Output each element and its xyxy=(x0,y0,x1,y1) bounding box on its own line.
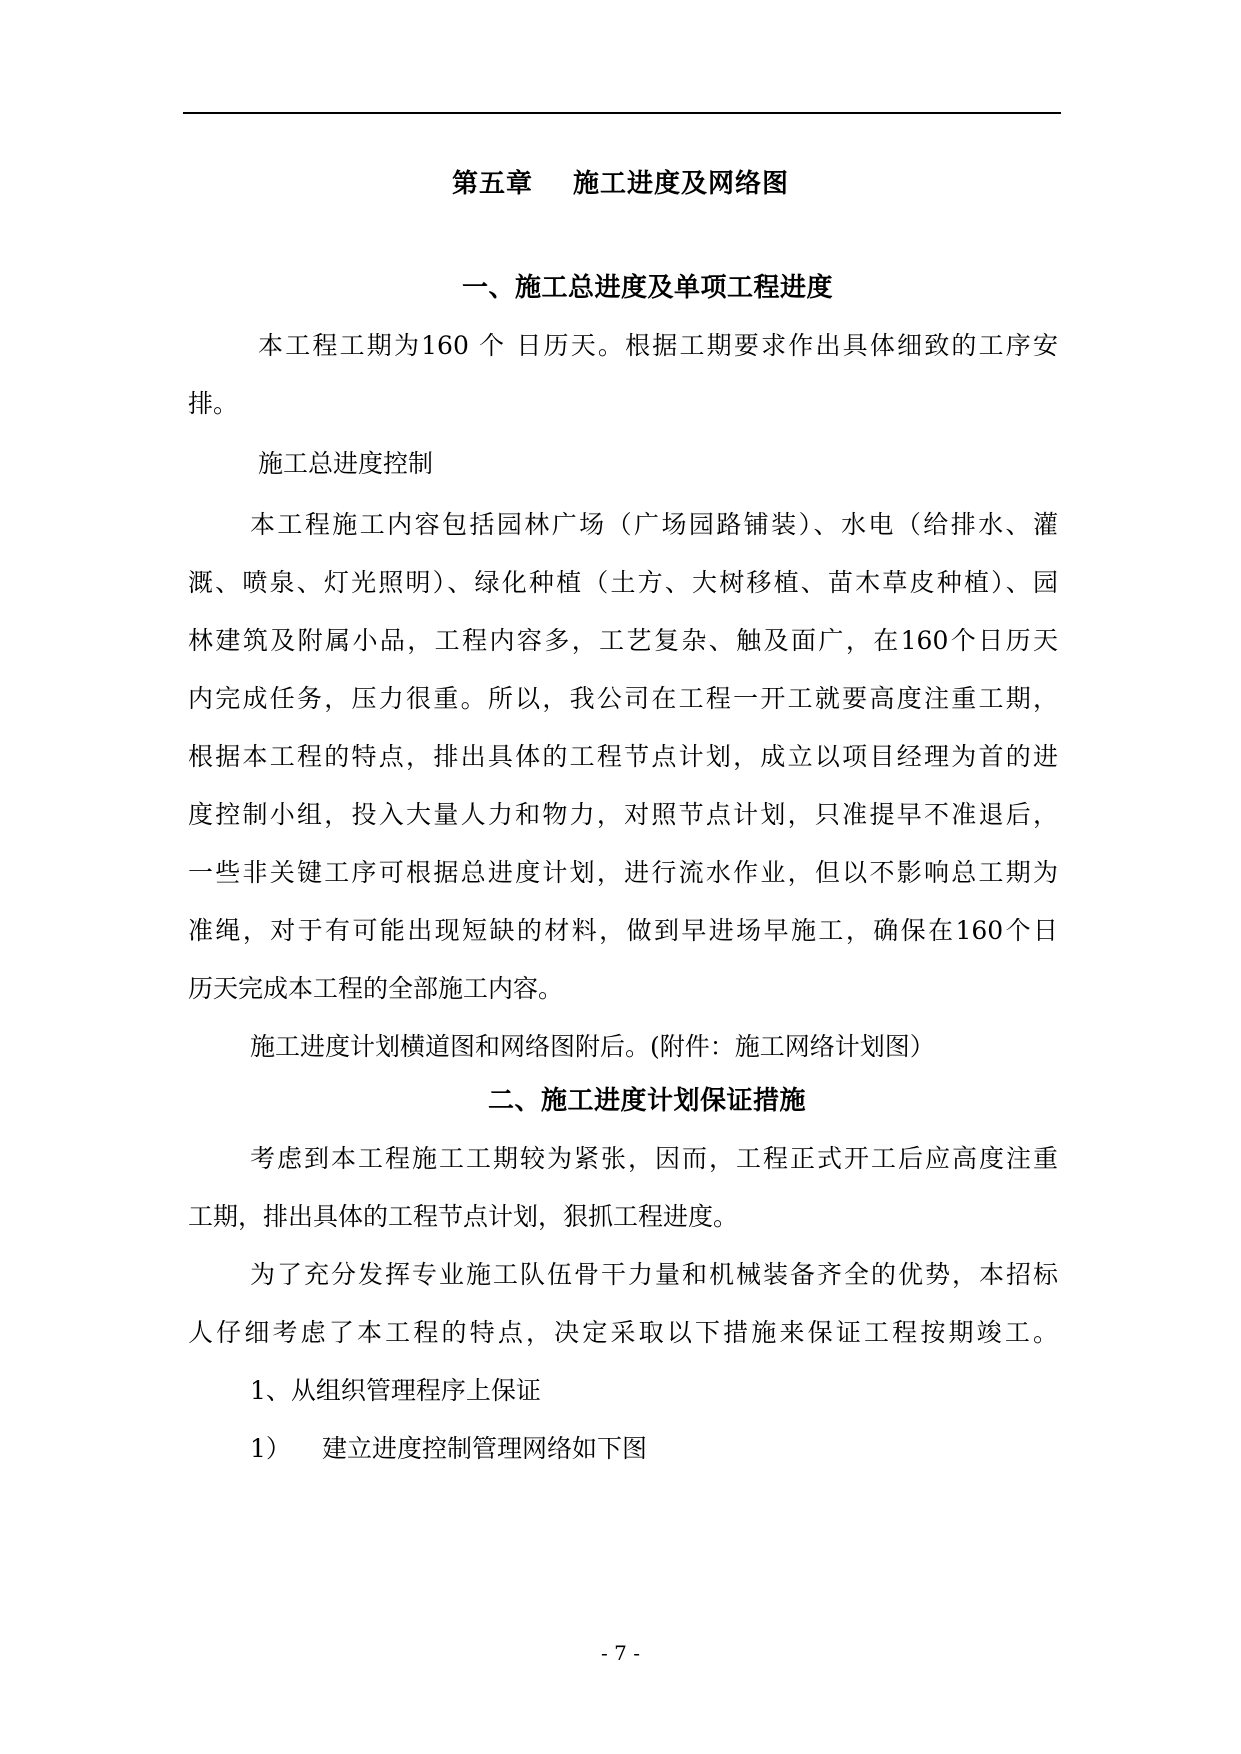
section1-note: 施工进度计划横道图和网络图附后。(附件：施工网络计划图） xyxy=(250,1032,935,1061)
chapter-name: 施工进度及网络图 xyxy=(573,169,790,199)
section2-para2-line-1: 为了充分发挥专业施工队伍骨干力量和机械装备齐全的优势，本招标 xyxy=(250,1260,1058,1289)
section2-para1-line-2: 工期，排出具体的工程节点计划，狠抓工程进度。 xyxy=(188,1202,739,1231)
section2-item1: 1、从组织管理程序上保证 xyxy=(250,1376,541,1405)
section1-body-line-7: 一些非关键工序可根据总进度计划，进行流水作业，但以不影响总工期为 xyxy=(188,858,1058,887)
header-rule xyxy=(183,112,1061,114)
section1-heading: 一、施工总进度及单项工程进度 xyxy=(462,273,834,303)
section1-body-line-4: 内完成任务，压力很重。所以，我公司在工程一开工就要高度注重工期， xyxy=(188,684,1058,713)
section1-body-line-3: 林建筑及附属小品，工程内容多，工艺复杂、触及面广，在160个日历天 xyxy=(188,626,1058,655)
section2-para1-line-1: 考虑到本工程施工工期较为紧张，因而，工程正式开工后应高度注重 xyxy=(250,1144,1058,1173)
chapter-title xyxy=(0,168,1241,200)
section1-body-line-1: 本工程施工内容包括园林广场（广场园路铺装）、水电（给排水、灌 xyxy=(250,510,1058,539)
section1-body-line-2: 溉、喷泉、灯光照明）、绿化种植（土方、大树移植、苗木草皮种植）、园 xyxy=(188,568,1058,597)
section2-para2-line-2: 人仔细考虑了本工程的特点，决定采取以下措施来保证工程按期竣工。 xyxy=(188,1318,1058,1347)
section1-body-line-5: 根据本工程的特点，排出具体的工程节点计划，成立以项目经理为首的进 xyxy=(188,742,1058,771)
section1-subheading: 施工总进度控制 xyxy=(258,449,434,478)
section2-item1-sub-text: 建立进度控制管理网络如下图 xyxy=(322,1434,648,1463)
section2-item1-sub-number: 1） xyxy=(250,1434,291,1463)
section1-body-line-9: 历天完成本工程的全部施工内容。 xyxy=(188,974,564,1003)
section2-heading: 二、施工进度计划保证措施 xyxy=(488,1086,807,1116)
section1-intro-line-1: 本工程工期为160 个 日历天。根据工期要求作出具体细致的工序安 xyxy=(258,331,1058,360)
section1-body-line-8: 准绳，对于有可能出现短缺的材料，做到早进场早施工，确保在160个日 xyxy=(188,916,1058,945)
page-number: - 7 - xyxy=(601,1641,640,1665)
section1-intro-line-2: 排。 xyxy=(188,389,239,418)
section1-body-line-6: 度控制小组，投入大量人力和物力，对照节点计划，只准提早不准退后， xyxy=(188,800,1058,829)
chapter-number: 第五章 xyxy=(451,169,533,199)
